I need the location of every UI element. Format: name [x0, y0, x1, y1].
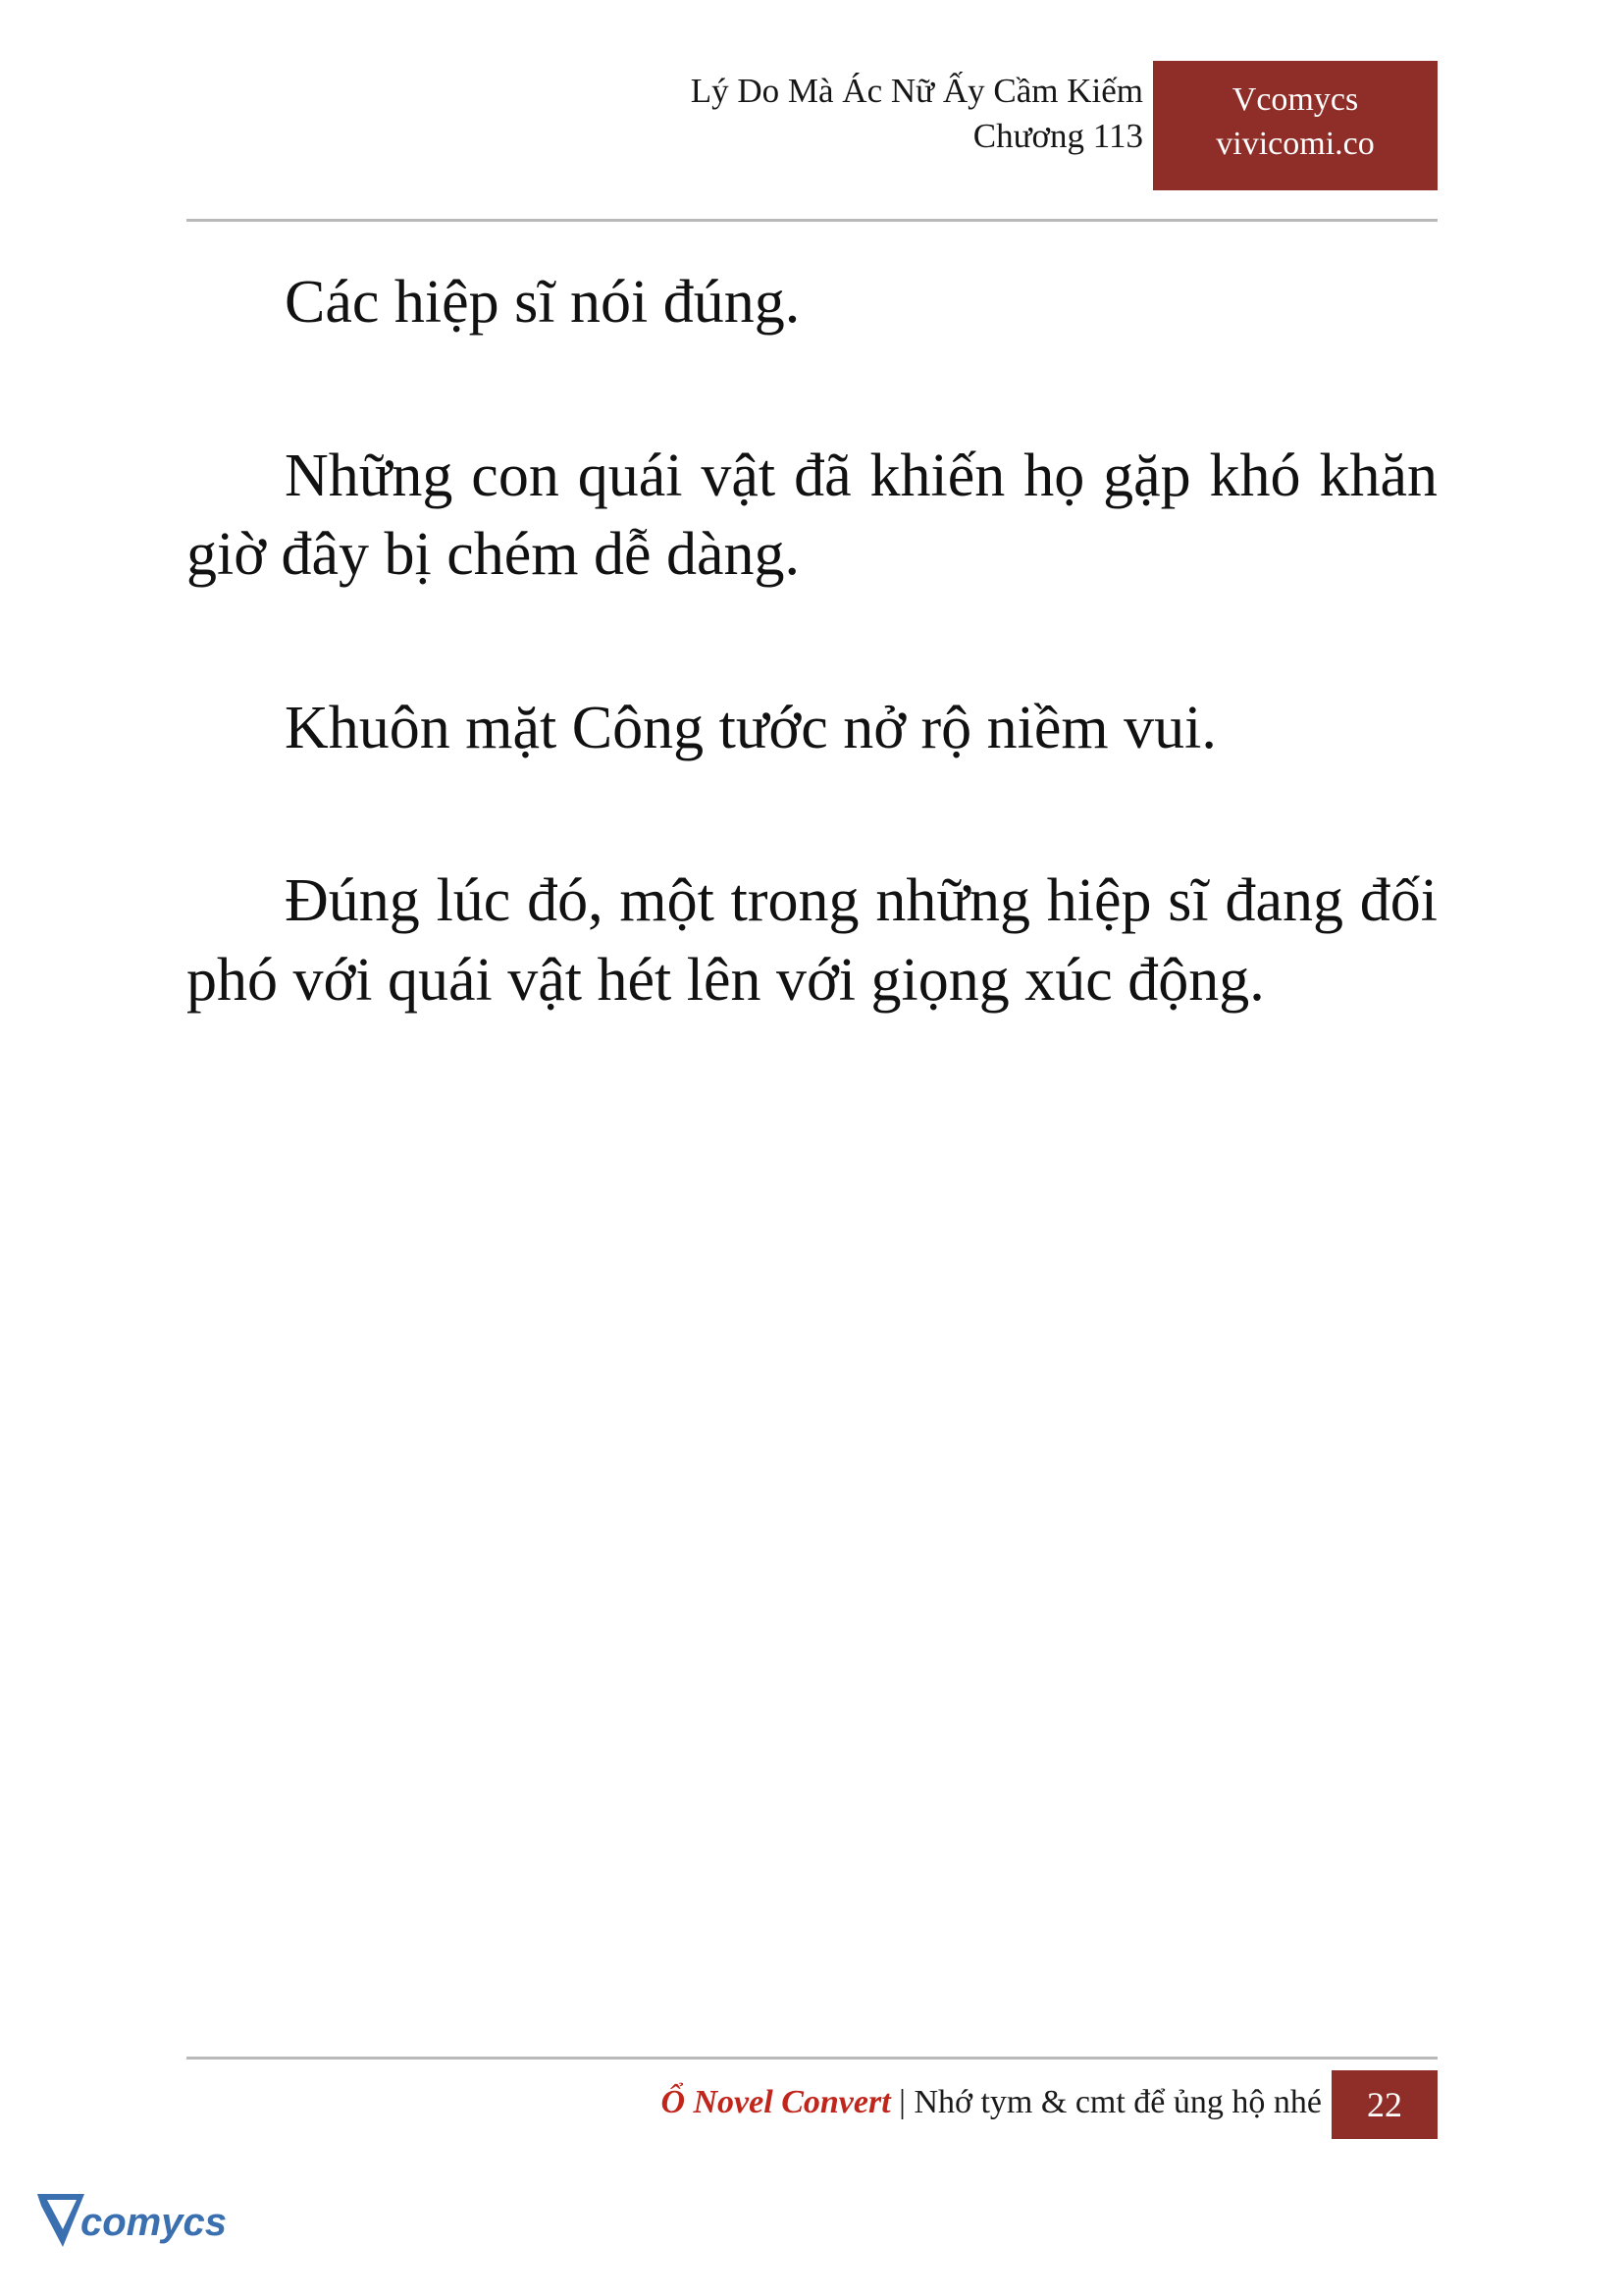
site-badge-name: Vcomycs: [1231, 81, 1359, 118]
page-header: [186, 69, 1438, 216]
vcomycs-logo: [33, 2186, 259, 2263]
header-divider: [186, 219, 1438, 222]
chapter-label: Chương 113: [972, 117, 1143, 156]
footer-separator: |: [899, 2084, 906, 2120]
svg-text:comycs: comycs: [80, 2201, 227, 2244]
page-footer: [186, 2070, 1438, 2147]
site-badge: [1153, 61, 1438, 190]
page-content: [186, 263, 1438, 1020]
paragraph: Những con quái vật đã khiến họ gặp khó khăn giờ đây bị chém dễ dàng.: [186, 442, 1438, 589]
paragraph: Khuôn mặt Công tước nở rộ niềm vui.: [285, 694, 1217, 761]
page-number-badge: 22: [1332, 2070, 1438, 2139]
footer-brand: Ổ Novel Convert: [660, 2084, 891, 2120]
book-title: Lý Do Mà Ác Nữ Ấy Cầm Kiếm: [690, 72, 1143, 110]
paragraph: Đúng lúc đó, một trong những hiệp sĩ đang đối phó với quái vật hét lên với giọng xúc động.: [186, 867, 1438, 1014]
vcomycs-logo-icon: [33, 2186, 259, 2263]
footer-credit: [660, 2084, 1322, 2121]
site-badge-url: vivicomi.co: [1216, 125, 1375, 162]
footer-divider: [186, 2057, 1438, 2060]
header-title-block: [339, 69, 1143, 159]
paragraph: Các hiệp sĩ nói đúng.: [285, 269, 801, 336]
footer-note: Nhớ tym & cmt để ủng hộ nhé: [914, 2084, 1322, 2120]
